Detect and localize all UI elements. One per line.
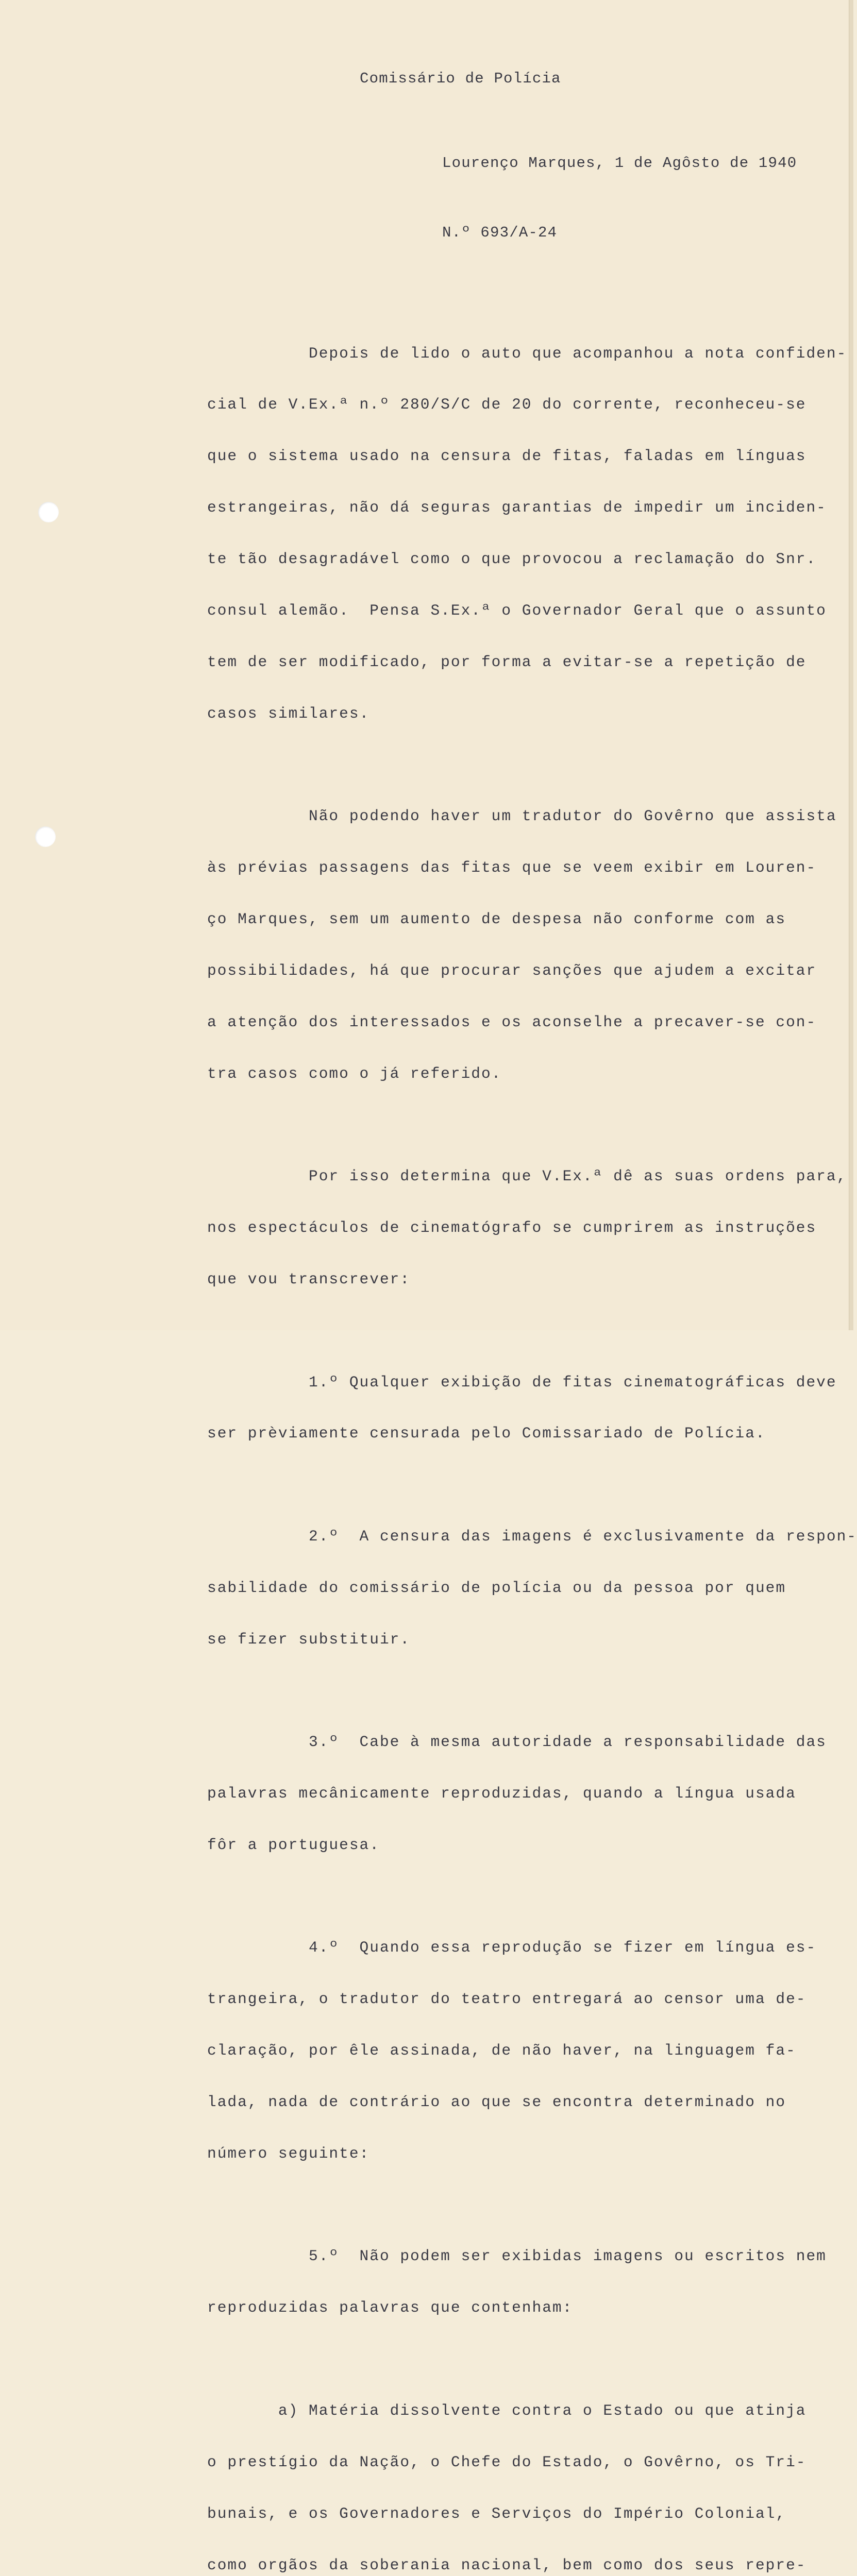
paragraph-rule-2 — [207, 1494, 857, 1682]
text-line: te tão desagradável como o que provocou a reclamação do Snr. — [207, 550, 817, 568]
text-line: reproduzidas palavras que contenham: — [207, 2299, 573, 2317]
text-line: Depois de lido o auto que acompanhou a nota confiden- — [207, 344, 847, 362]
text-line: cial de V.Ex.ª n.º 280/S/C de 20 do corrente, reconheceu-se — [207, 396, 806, 414]
issuer-heading: Comissário de Polícia — [360, 70, 561, 87]
text-line: Por isso determina que V.Ex.ª dê as suas ordens para, — [207, 1167, 847, 1185]
paragraph-item-a — [207, 2368, 835, 2576]
text-line: Não podendo haver um tradutor do Govêrno que assista — [207, 807, 837, 825]
text-line: 3.º Cabe à mesma autoridade a responsabilidade das — [207, 1733, 827, 1751]
text-line: bunais, e os Governadores e Serviços do Império Colonial, — [207, 2504, 786, 2522]
punch-hole-bottom — [35, 826, 56, 847]
text-line: 4.º Quando essa reprodução se fizer em língua es- — [207, 1939, 817, 1957]
text-line: como orgãos da soberania nacional, bem como dos seus repre- — [207, 2556, 806, 2574]
text-line: 5.º Não podem ser exibidas imagens ou escritos nem — [207, 2247, 827, 2265]
text-line: 2.º A censura das imagens é exclusivamente da respon- — [207, 1527, 857, 1545]
text-line: se fizer substituir. — [207, 1630, 411, 1648]
text-line: que o sistema usado na censura de fitas, faladas em línguas — [207, 447, 806, 465]
text-line: tem de ser modificado, por forma a evitar-se a repetição de — [207, 653, 806, 671]
text-line: possibilidades, há que procurar sanções que ajudem a excitar — [207, 961, 817, 979]
text-line: lada, nada de contrário ao que se encontra determinado no — [207, 2093, 786, 2111]
text-line: tra casos como o já referido. — [207, 1064, 502, 1082]
text-line: às prévias passagens das fitas que se veem exibir em Louren- — [207, 859, 817, 877]
paragraph-intro — [207, 311, 847, 757]
paper-edge — [849, 0, 853, 1330]
text-line: ser prèviamente censurada pelo Comissariado de Polícia. — [207, 1425, 766, 1443]
text-line: casos similares. — [207, 704, 370, 722]
text-line: palavras mecânicamente reproduzidas, quando a língua usada — [207, 1785, 796, 1803]
text-line: nos espectáculos de cinematógrafo se cumprirem as instruções — [207, 1219, 817, 1237]
paragraph-therefore — [207, 1134, 847, 1323]
text-line: que vou transcrever: — [207, 1270, 411, 1289]
text-line: estrangeiras, não dá seguras garantias de impedir um inciden- — [207, 499, 827, 517]
text-line: fôr a portuguesa. — [207, 1836, 380, 1854]
punch-hole-top — [38, 502, 59, 522]
paragraph-rule-3 — [207, 1700, 835, 1888]
text-line: ço Marques, sem um aumento de despesa não conforme com as — [207, 910, 786, 928]
reference-number: N.º 693/A-24 — [442, 224, 558, 241]
text-line: número seguinte: — [207, 2144, 370, 2162]
paragraph-rule-4 — [207, 1905, 835, 2197]
paragraph-rule-1 — [207, 1340, 835, 1477]
text-line: consul alemão. Pensa S.Ex.ª o Governador Geral que o assunto — [207, 602, 827, 620]
text-line: a) Matéria dissolvente contra o Estado ou que atinja — [207, 2401, 806, 2419]
text-line: claração, por êle assinada, de não haver, na linguagem fa- — [207, 2042, 796, 2060]
text-line: sabilidade do comissário de polícia ou da pessoa por quem — [207, 1579, 786, 1597]
place-date-line: Lourenço Marques, 1 de Agôsto de 1940 — [442, 155, 797, 172]
text-line: trangeira, o tradutor do teatro entregará ao censor uma de- — [207, 1990, 806, 2008]
paragraph-rule-5 — [207, 2214, 835, 2351]
letter-body — [207, 311, 857, 2576]
text-line: 1.º Qualquer exibição de fitas cinematográficas deve — [207, 1373, 837, 1391]
text-line: o prestígio da Nação, o Chefe do Estado, o Govêrno, os Tri- — [207, 2453, 806, 2471]
paragraph-no-translator — [207, 774, 835, 1117]
text-line: a atenção dos interessados e os aconselhe a precaver-se con- — [207, 1013, 817, 1031]
